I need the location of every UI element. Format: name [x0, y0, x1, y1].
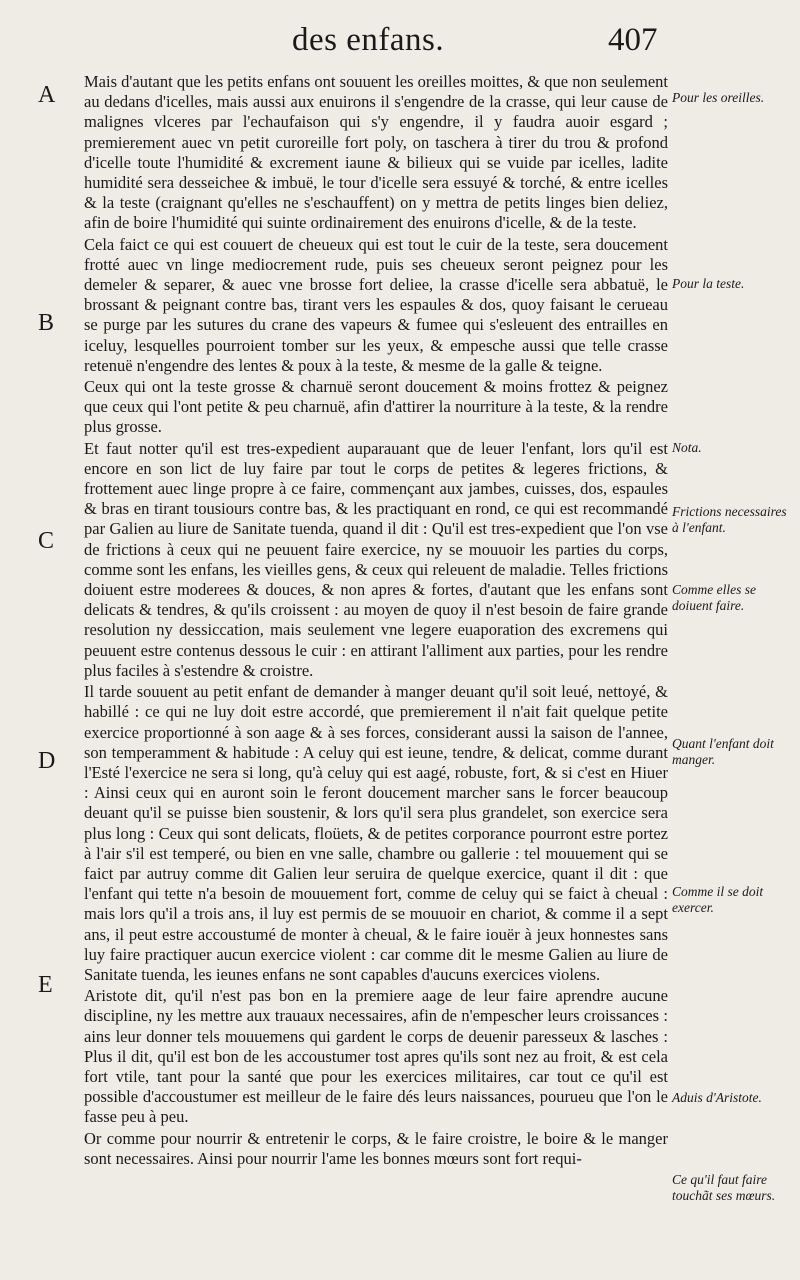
body-text	[84, 72, 668, 1170]
margin-note: Pour la teste.	[672, 276, 745, 291]
paragraph: Cela faict ce qui est couuert de cheueux qui est tout le cuir de la teste, sera doucement frotté auec vn linge mediocrement rude, puis ses cheueux seront peignez pour les demeler & separer, & auec vne brosse fort deliee, la crasse d'icelle sera abbatuë, le brossant & peignant contre bas, tirant vers les espaules & dos, quoy faisant le cerueau se purge par les sutures du crane des vapeurs & fumee qui s'esleuent des entrailles en iceluy, lesquelles pourroient tomber sur les yeux, & empesche aussi que telle crasse retenuë n'engendre des lentes & poux à la teste, & mesme de la galle & teigne.	[84, 234, 668, 375]
margin-note: Aduis d'Aristote.	[672, 1090, 762, 1105]
section-letter-d: D	[38, 748, 56, 774]
page-number: 407	[608, 22, 658, 58]
section-letter-c: C	[38, 528, 55, 554]
running-title: des enfans.	[292, 22, 445, 58]
margin-note: Nota.	[672, 440, 702, 455]
section-letter-b: B	[38, 310, 55, 336]
paragraph: Aristote dit, qu'il n'est pas bon en la premiere aage de leur faire aprendre aucune discipline, ny les mettre aux trauaux necessaires, afin de n'empescher leurs croissances : ains leur donner tels mouuemens qui gardent le corps de deuenir paresseux & lasches : Plus il dit, qu'il est bon de les accoustumer tost apres qu'ils sont nez au froit, & est cela fort vtile, tant pour la santé que pour les exercices militaires, car tout ce qu'il est possible d'accoustumer est meilleur de le faire dés leurs naissances, pourueu que l'on le fasse peu à peu.	[84, 986, 668, 1127]
paragraph: Ceux qui ont la teste grosse & charnuë seront doucement & moins frottez & peignez que ceux qui l'ont petite & peu charnuë, afin d'attirer la nourriture à la teste, & la rendre plus grosse.	[84, 377, 668, 437]
margin-note: Ce qu'il faut faire touchãt ses mœurs.	[672, 1172, 776, 1203]
section-letter-e: E	[38, 972, 53, 998]
margin-note: Comme elles se doiuent faire.	[672, 582, 756, 613]
margin-note: Pour les oreilles.	[672, 90, 765, 105]
paragraph: Et faut notter qu'il est tres-expedient auparauant que de leuer l'enfant, lors qu'il est encore en son lict de luy faire par tout le corps de petites & legeres frictions, & frottement auec linge propre à ce faire, commençant aux jambes, cuisses, dos, espaules & bras en tirant tousiours contre bas, & les practiquant en rond, ce qui est recommandé par Galien au liure de Sanitate tuenda, quand il dit : Qu'il est tres-expedient que l'on vse de frictions à ceux qui ne peuuent faire exercice, ny se mouuoir les parties du corps, comme sont les enfans, les vieilles gens, & ceux qui releuent de maladie. Telles frictions doiuent estre moderees & douces, & non apres & fortes, d'autant que les enfans sont delicats & tendres, & qu'ils croissent : au moyen de quoy il n'est besoin de faire grande resolution ny dessiccation, mais seulement vne legere euaporation des excremens qui peuuent estre contenus dessous le cuir : en attirant l'alliment aux parties, pour les rendre plus faciles à s'estendre & croistre.	[84, 438, 668, 680]
margin-note: Comme il se doit exercer.	[672, 884, 764, 915]
margin-note: Frictions necessaires à l'enfant.	[672, 504, 787, 535]
paragraph: Mais d'autant que les petits enfans ont souuent les oreilles moittes, & que non seulement au dedans d'icelles, mais aussi aux enuirons il s'engendre de la crasse, qui leur cause de malignes vlceres par l'echaufaison qui s'y engendre, il y faudra auoir esgard ; premierement auec vn petit curoreille fort poly, on taschera à tirer du trou & profond d'icelle toute l'humidité & excrement iaune & bilieux qui se vuide par icelles, ladite humidité sera desseichee & imbuë, le tour d'icelle sera essuyé & torché, & entre icelles & la teste (craignant qu'elles ne s'eschauffent) on y mettra de petits linges bien deliez, afin de boire l'humidité qui suinte ordinairement des enuirons d'icelle, & de la teste.	[84, 72, 668, 233]
margin-note: Quant l'enfant doit manger.	[672, 736, 774, 767]
section-letter-a: A	[38, 82, 56, 108]
paragraph: Or comme pour nourrir & entretenir le corps, & le faire croistre, le boire & le manger sont necessaires. Ainsi pour nourrir l'ame les bonnes mœurs sont fort requi-	[84, 1128, 668, 1168]
paragraph: Il tarde souuent au petit enfant de demander à manger deuant qu'il soit leué, nettoyé, & habillé : ce qui ne luy doit estre accordé, que premierement il n'ait fait quelque petite exercice proportionné à son aage & à ses forces, considerant aussi la saison de l'annee, son temperamment & habitude : A celuy qui est ieune, tendre, & delicat, comme durant l'Esté l'exercice ne sera si long, qu'à celuy qui est aagé, robuste, fort, & si c'est en Hiuer : Ainsi ceux qui en auront soin le feront doucement marcher sans le forcer beaucoup deuant qu'il se puisse bien soustenir, & lors qu'il sera plus grandelet, son exercice sera plus long : Ceux qui sont delicats, floüets, & de petites corporance pourront estre portez à l'air s'il est temperé, ou bien en vne salle, chambre ou gallerie : tel mouuement qui se faict par autruy comme dit Galien leur seruira de quelque exercice, quant il dit : que l'enfant qui tette n'a besoin de mouuement fort, comme de celuy qui se faict à cheual : mais lors qu'il a trois ans, il luy est permis de se mouuoir en chariot, & comme il a sept ans, il peut estre accoustumé de monter à cheual, & le faire iouër à jeux honnestes sans luy faire practiquer aucun exercice violent : car comme dit le mesme Galien au liure de Sanitate tuenda, les ieunes enfans ne sont capables d'aucuns exercices violens.	[84, 682, 668, 984]
